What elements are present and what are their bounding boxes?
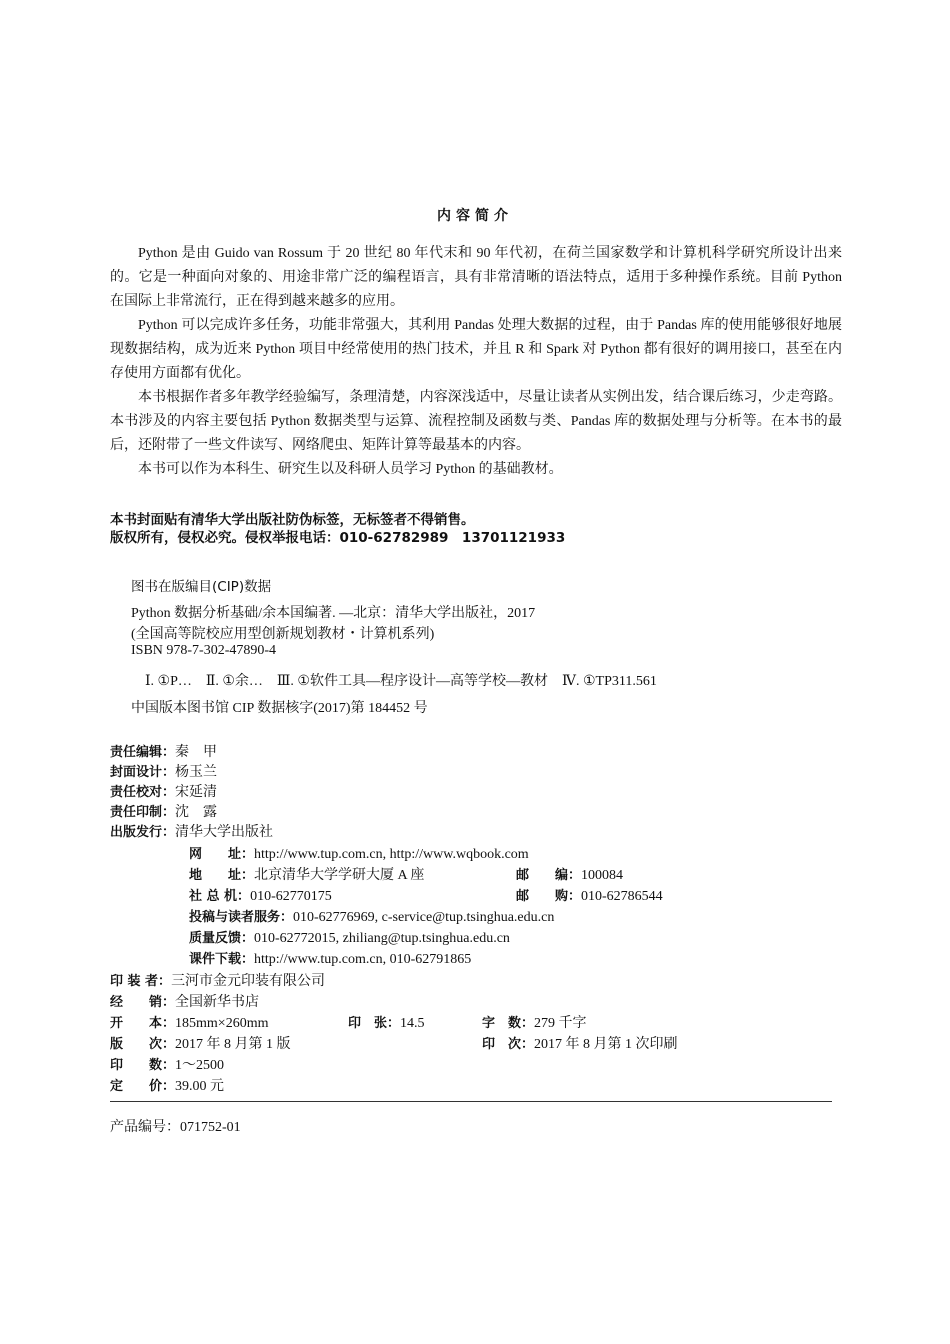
switchboard-label: 社 总 机： <box>189 889 251 904</box>
cip-library-record: 中国版本图书馆 CIP 数据核字(2017)第 184452 号 <box>131 701 428 716</box>
zip-label: 邮 编： <box>516 868 582 883</box>
mail-order-label: 邮 购： <box>516 889 582 904</box>
address-value: 北京清华大学学研大厦 A 座 <box>254 868 425 883</box>
publisher-zip <box>516 864 623 884</box>
copyright-notice: 版权所有，侵权必究。侵权举报电话：010-62782989 13701121933 <box>110 530 566 546</box>
address-label: 地 址： <box>189 868 255 883</box>
intro-paragraph-3: 本书根据作者多年教学经验编写，条理清楚，内容深浅适中，尽量让读者从实例出发，结合课后练习，少走弯路。本书涉及的内容主要包括 Python 数据类型与运算、流程控制及函数与类、Pandas 库的数据处理与分析等。在本书的最后，还附带了一些文件读写、网络爬虫、矩阵计算等最基本的内容。 <box>110 390 842 453</box>
word-count-label: 字 数： <box>482 1016 535 1031</box>
spec-word-count <box>482 1012 587 1032</box>
price-label: 定 价： <box>110 1079 176 1094</box>
edition-label: 版 次： <box>110 1037 176 1052</box>
web-value: http://www.tup.com.cn, http://www.wqbook.com <box>254 847 529 862</box>
product-code: 产品编号：071752-01 <box>110 1120 241 1135</box>
credit-publisher <box>110 821 273 841</box>
spec-sheets <box>348 1012 425 1032</box>
printer-label: 印 装 者： <box>110 974 172 989</box>
distributor-value: 全国新华书店 <box>175 995 260 1010</box>
spec-format <box>110 1012 268 1032</box>
cover-value: 杨玉兰 <box>175 765 218 780</box>
spec-distributor <box>110 991 259 1011</box>
spec-printing <box>482 1033 678 1053</box>
proof-label: 责任校对： <box>110 785 176 800</box>
proof-value: 宋延清 <box>175 785 218 800</box>
credit-cover <box>110 761 217 781</box>
cip-line-2: (全国高等院校应用型创新规划教材・计算机系列) <box>131 627 435 642</box>
publisher-address <box>189 864 424 884</box>
cover-label: 封面设计： <box>110 765 176 780</box>
sheets-label: 印 张： <box>348 1016 401 1031</box>
copies-label: 印 数： <box>110 1058 176 1073</box>
price-value: 39.00 元 <box>175 1079 225 1094</box>
distributor-label: 经 销： <box>110 995 176 1010</box>
quality-label: 质量反馈： <box>189 931 255 946</box>
word-count-value: 279 千字 <box>534 1016 587 1031</box>
editor-label: 责任编辑： <box>110 745 176 760</box>
spec-price <box>110 1075 224 1095</box>
divider <box>110 1101 832 1102</box>
spec-copies <box>110 1054 224 1074</box>
publisher-label: 出版发行： <box>110 825 176 840</box>
copies-value: 1～2500 <box>175 1058 225 1073</box>
format-value: 185mm×260mm <box>175 1016 269 1031</box>
spec-edition <box>110 1033 291 1053</box>
printer-value: 三河市金元印装有限公司 <box>171 974 326 989</box>
intro-paragraph-4: 本书可以作为本科生、研究生以及科研人员学习 Python 的基础教材。 <box>138 462 563 477</box>
zip-value: 100084 <box>581 868 624 883</box>
credit-proof <box>110 781 217 801</box>
section-title: 内容简介 <box>437 208 513 224</box>
publisher-reader-service <box>189 906 554 926</box>
cip-classification: Ⅰ. ①P… Ⅱ. ①余… Ⅲ. ①软件工具—程序设计—高等学校—教材 Ⅳ. ①TP311.561 <box>145 674 657 689</box>
switchboard-value: 010-62770175 <box>250 889 332 904</box>
intro-paragraph-1: Python 是由 Guido van Rossum 于 20 世纪 80 年代末和 90 年代初，在荷兰国家数学和计算机科学研究所设计出来的。它是一种面向对象的、用途非常广泛的编程语言，具有非常清晰的语法特点，适用于多种操作系统。目前 Python 在国际上非常流行，正在得到越来越多的应用。 <box>110 246 842 309</box>
sheets-value: 14.5 <box>400 1016 425 1031</box>
anti-counterfeit-notice: 本书封面贴有清华大学出版社防伪标签，无标签者不得销售。 <box>110 512 475 528</box>
publisher-quality-feedback <box>189 927 510 947</box>
web-label: 网 址： <box>189 847 255 862</box>
reader-service-value: 010-62776969, c-service@tup.tsinghua.edu.cn <box>293 910 555 925</box>
courseware-value: http://www.tup.com.cn, 010-62791865 <box>254 952 472 967</box>
credit-print <box>110 801 217 821</box>
publisher-mail-order <box>516 885 663 905</box>
publisher-switchboard <box>189 885 332 905</box>
format-label: 开 本： <box>110 1016 176 1031</box>
printing-label: 印 次： <box>482 1037 535 1052</box>
reader-service-label: 投稿与读者服务： <box>189 910 294 925</box>
publisher-value: 清华大学出版社 <box>175 825 274 840</box>
cip-line-1: Python 数据分析基础/余本国编著. —北京：清华大学出版社，2017 <box>131 606 536 621</box>
editor-value: 秦 甲 <box>175 745 218 760</box>
courseware-label: 课件下载： <box>189 952 255 967</box>
print-label: 责任印制： <box>110 805 176 820</box>
credit-editor <box>110 741 217 761</box>
quality-value: 010-62772015, zhiliang@tup.tsinghua.edu.cn <box>254 931 510 946</box>
print-value: 沈 露 <box>175 805 218 820</box>
publisher-courseware <box>189 948 471 968</box>
spec-printer <box>110 970 325 990</box>
printing-value: 2017 年 8 月第 1 次印刷 <box>534 1037 678 1052</box>
intro-paragraph-2: Python 可以完成许多任务，功能非常强大，其利用 Pandas 处理大数据的过程，由于 Pandas 库的使用能够很好地展现数据结构，成为近来 Python 项目中经常使用的热门技术，并且 R 和 Spark 对 Python 都有很好的调用接口，甚至在内存使用方面都有优化。 <box>110 318 842 381</box>
cip-isbn: ISBN 978-7-302-47890-4 <box>131 643 277 658</box>
publisher-web <box>189 843 529 863</box>
edition-value: 2017 年 8 月第 1 版 <box>175 1037 291 1052</box>
mail-order-value: 010-62786544 <box>581 889 663 904</box>
cip-heading: 图书在版编目(CIP)数据 <box>131 579 272 595</box>
